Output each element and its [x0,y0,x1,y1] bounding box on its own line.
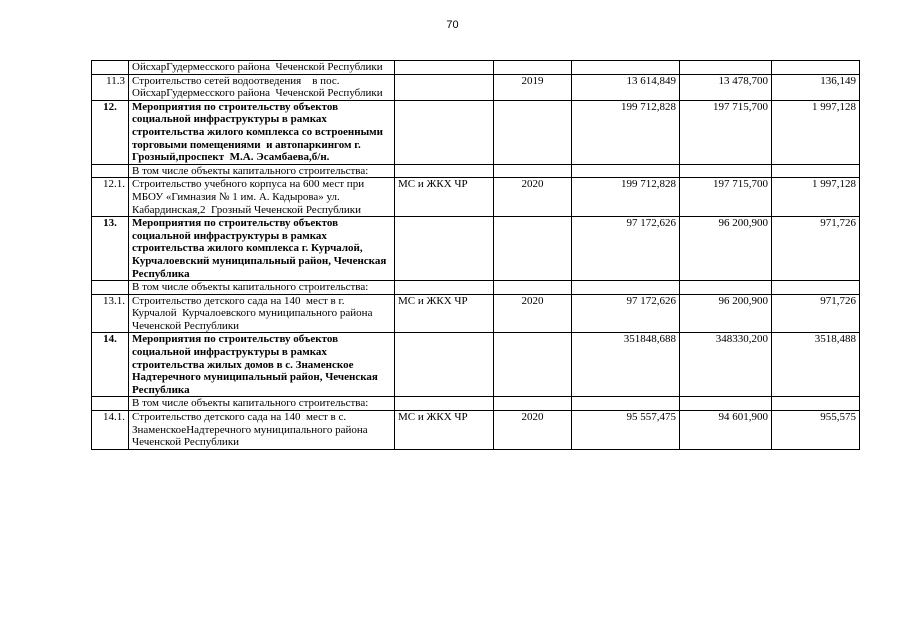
regional-amount: 136,149 [772,74,860,100]
regional-amount: 1 997,128 [772,100,860,164]
item-number [92,397,129,411]
regional-amount: 955,575 [772,411,860,450]
table-row [92,74,860,100]
federal-amount: 197 715,700 [680,100,772,164]
implementation-year [494,100,572,164]
regional-amount: 971,726 [772,294,860,333]
federal-amount [680,164,772,178]
page-number: 70 [446,19,459,31]
total-amount: 95 557,475 [572,411,680,450]
implementation-year [494,164,572,178]
regional-amount [772,281,860,295]
federal-amount [680,61,772,75]
item-description: Мероприятия по строительству объектов социальной инфраструктуры в рамках строительства жилого комплекса со встроенными торговыми помещениями и автопаркингом г. Грозный,проспект М.А. Эсамбаева,б/н. [129,100,395,164]
item-number [92,281,129,295]
regional-amount: 3518,488 [772,333,860,397]
item-number: 14. [92,333,129,397]
implementation-year [494,333,572,397]
implementation-year: 2020 [494,411,572,450]
total-amount: 97 172,626 [572,294,680,333]
item-description: Строительство сетей водоотведения в пос. ОйсхарГудермесского района Чеченской Республики [129,74,395,100]
total-amount: 97 172,626 [572,217,680,281]
responsible-executor [395,217,494,281]
total-amount [572,164,680,178]
table-row [92,217,860,281]
table-row [92,281,860,295]
responsible-executor [395,61,494,75]
federal-amount: 197 715,700 [680,178,772,217]
responsible-executor: МС и ЖКХ ЧР [395,411,494,450]
implementation-year [494,61,572,75]
federal-amount: 96 200,900 [680,294,772,333]
total-amount [572,397,680,411]
federal-amount: 13 478,700 [680,74,772,100]
federal-amount [680,281,772,295]
total-amount: 13 614,849 [572,74,680,100]
responsible-executor [395,74,494,100]
regional-amount: 1 997,128 [772,178,860,217]
table-row [92,100,860,164]
table-row [92,397,860,411]
implementation-year [494,281,572,295]
table-row [92,178,860,217]
total-amount [572,281,680,295]
total-amount: 199 712,828 [572,178,680,217]
item-number: 13. [92,217,129,281]
implementation-year [494,397,572,411]
item-number: 11.3 [92,74,129,100]
item-description: Мероприятия по строительству объектов социальной инфраструктуры в рамках строительства жилого комплекса г. Курчалой, Курчалоевский муниципальный район, Чеченская Республика [129,217,395,281]
item-description: Строительство детского сада на 140 мест в с. ЗнаменскоеНадтеречного муниципального района Чеченской Республики [129,411,395,450]
item-description: В том числе объекты капитального строительства: [129,281,395,295]
implementation-year [494,217,572,281]
responsible-executor [395,397,494,411]
item-description: Мероприятия по строительству объектов социальной инфраструктуры в рамках строительства жилых домов в с. Знаменское Надтеречного муниципальный район, Чеченская Республика [129,333,395,397]
responsible-executor [395,100,494,164]
responsible-executor [395,164,494,178]
responsible-executor: МС и ЖКХ ЧР [395,294,494,333]
federal-amount: 94 601,900 [680,411,772,450]
item-number [92,61,129,75]
implementation-year: 2019 [494,74,572,100]
table-row [92,294,860,333]
item-number [92,164,129,178]
item-description: В том числе объекты капитального строительства: [129,397,395,411]
program-table [91,60,860,450]
item-number: 12.1. [92,178,129,217]
regional-amount [772,397,860,411]
item-description: Строительство учебного корпуса на 600 мест при МБОУ «Гимназия № 1 им. А. Кадырова» ул. Кабардинская,2 Грозный Чеченской Республики [129,178,395,217]
implementation-year: 2020 [494,178,572,217]
item-description: В том числе объекты капитального строительства: [129,164,395,178]
table-row [92,411,860,450]
item-number: 12. [92,100,129,164]
total-amount: 351848,688 [572,333,680,397]
item-description: Строительство детского сада на 140 мест в г. Курчалой Курчалоевского муниципального района Чеченской Республики [129,294,395,333]
table-row [92,333,860,397]
responsible-executor [395,281,494,295]
regional-amount [772,61,860,75]
regional-amount: 971,726 [772,217,860,281]
table-row [92,61,860,75]
regional-amount [772,164,860,178]
federal-amount: 96 200,900 [680,217,772,281]
implementation-year: 2020 [494,294,572,333]
table-row [92,164,860,178]
responsible-executor [395,333,494,397]
item-number: 13.1. [92,294,129,333]
item-description: ОйсхарГудермесского района Чеченской Республики [129,61,395,75]
federal-amount: 348330,200 [680,333,772,397]
item-number: 14.1. [92,411,129,450]
responsible-executor: МС и ЖКХ ЧР [395,178,494,217]
total-amount [572,61,680,75]
federal-amount [680,397,772,411]
total-amount: 199 712,828 [572,100,680,164]
